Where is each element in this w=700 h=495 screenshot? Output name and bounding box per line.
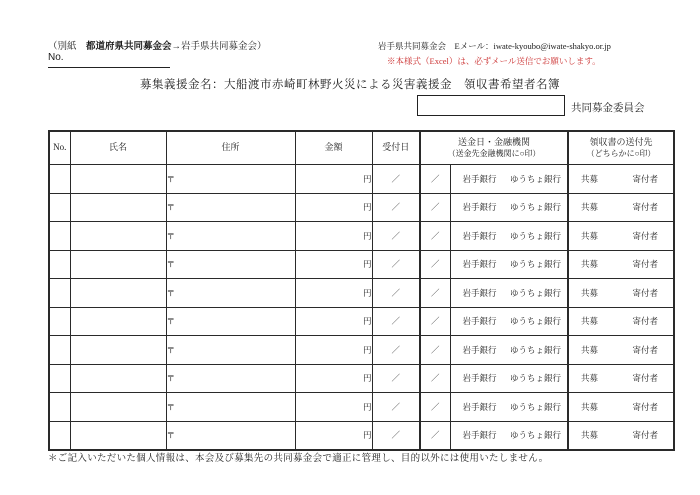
- bank-pair: [451, 251, 568, 279]
- cell-address: [166, 250, 295, 279]
- bank-yucho-option: ゆうちょ銀行: [509, 401, 561, 412]
- attachment-note-prefix: （別紙: [48, 42, 87, 52]
- col-header-transfer-main: 送金日・金融機関: [457, 136, 530, 147]
- cell-reception-date: ／: [372, 307, 420, 336]
- cell-receipt-dest-choice: [568, 250, 674, 279]
- bank-yucho-option: ゆうちょ銀行: [509, 344, 561, 355]
- cell-transfer-date: ／: [420, 393, 450, 422]
- cell-receipt-dest-choice: [568, 165, 674, 194]
- cell-name: [70, 250, 166, 279]
- postal-mark: 〒: [166, 401, 176, 412]
- cell-receipt-dest-choice: [568, 222, 674, 251]
- col-header-receipt-sub: （どちらかに○印）: [586, 148, 656, 158]
- bank-pair: [451, 279, 568, 307]
- cell-bank-choice: [450, 421, 568, 450]
- privacy-footer-note: ＊ご記入いただいた個人情報は、本会及び募集先の共同募金会で適正に管理し、目的以外には使用いたしません。: [48, 454, 549, 464]
- cell-name: [70, 307, 166, 336]
- bank-yucho-option: ゆうちょ銀行: [509, 259, 561, 270]
- cell-receipt-dest-choice: [568, 393, 674, 422]
- cell-reception-date: ／: [372, 364, 420, 393]
- bank-iwate-option: 岩手銀行: [462, 230, 497, 241]
- dest-donor-option: 寄付者: [632, 259, 658, 270]
- attachment-note: [48, 38, 267, 52]
- dest-pair: [569, 393, 673, 421]
- cell-bank-choice: [450, 279, 568, 308]
- header-row: [49, 131, 674, 165]
- col-header-reception-date: 受付日: [372, 131, 420, 165]
- cell-transfer-date: ／: [420, 279, 450, 308]
- bank-yucho-option: ゆうちょ銀行: [509, 373, 561, 384]
- cell-address: [166, 364, 295, 393]
- cell-transfer-date: ／: [420, 193, 450, 222]
- cell-bank-choice: [450, 364, 568, 393]
- cell-transfer-date: ／: [420, 222, 450, 251]
- committee-label: 共同募金委員会: [571, 103, 645, 114]
- col-header-transfer: [420, 131, 568, 165]
- cell-reception-date: ／: [372, 279, 420, 308]
- dest-donor-option: 寄付者: [632, 287, 658, 298]
- cell-address: [166, 336, 295, 365]
- yen-unit: 円: [362, 202, 372, 213]
- cell-bank-choice: [450, 165, 568, 194]
- cell-receipt-dest-choice: [568, 364, 674, 393]
- dest-kyobo-option: 共募: [581, 344, 599, 355]
- cell-name: [70, 222, 166, 251]
- bank-pair: [451, 422, 568, 450]
- excel-mail-warning: ※本様式（Excel）は、必ずメール送信でお願いします。: [387, 56, 601, 66]
- cell-bank-choice: [450, 193, 568, 222]
- col-header-address: 住所: [166, 131, 295, 165]
- bank-yucho-option: ゆうちょ銀行: [509, 287, 561, 298]
- table-row: [49, 165, 674, 194]
- dest-donor-option: 寄付者: [632, 202, 658, 213]
- cell-no: [49, 421, 70, 450]
- bank-iwate-option: 岩手銀行: [462, 430, 497, 441]
- dest-kyobo-option: 共募: [581, 430, 599, 441]
- cell-receipt-dest-choice: [568, 307, 674, 336]
- postal-mark: 〒: [166, 316, 176, 327]
- table-row: [49, 307, 674, 336]
- yen-unit: 円: [362, 287, 372, 298]
- cell-no: [49, 165, 70, 194]
- bank-yucho-option: ゆうちょ銀行: [509, 230, 561, 241]
- table-row: [49, 222, 674, 251]
- cell-address: [166, 279, 295, 308]
- roster-table: [48, 130, 675, 451]
- cell-amount: [295, 393, 372, 422]
- postal-mark: 〒: [166, 230, 176, 241]
- bank-yucho-option: ゆうちょ銀行: [509, 316, 561, 327]
- dest-donor-option: 寄付者: [632, 430, 658, 441]
- cell-transfer-date: ／: [420, 307, 450, 336]
- cell-address: [166, 222, 295, 251]
- cell-reception-date: ／: [372, 421, 420, 450]
- cell-amount: [295, 222, 372, 251]
- table-row: [49, 250, 674, 279]
- col-header-receipt-main: 領収書の送付先: [589, 136, 653, 147]
- cell-amount: [295, 421, 372, 450]
- cell-no: [49, 279, 70, 308]
- cell-no: [49, 250, 70, 279]
- cell-reception-date: ／: [372, 336, 420, 365]
- cell-no: [49, 222, 70, 251]
- dest-kyobo-option: 共募: [581, 401, 599, 412]
- cell-receipt-dest-choice: [568, 336, 674, 365]
- bank-iwate-option: 岩手銀行: [462, 259, 497, 270]
- cell-name: [70, 421, 166, 450]
- postal-mark: 〒: [166, 287, 176, 298]
- dest-donor-option: 寄付者: [632, 373, 658, 384]
- cell-transfer-date: ／: [420, 165, 450, 194]
- table-row: [49, 279, 674, 308]
- table-body: [49, 165, 674, 451]
- cell-address: [166, 307, 295, 336]
- bank-iwate-option: 岩手銀行: [462, 287, 497, 298]
- dest-kyobo-option: 共募: [581, 230, 599, 241]
- cell-bank-choice: [450, 222, 568, 251]
- dest-donor-option: 寄付者: [632, 173, 658, 184]
- dest-pair: [569, 165, 673, 193]
- bank-iwate-option: 岩手銀行: [462, 373, 497, 384]
- bank-iwate-option: 岩手銀行: [462, 173, 497, 184]
- bank-pair: [451, 365, 568, 393]
- cell-address: [166, 193, 295, 222]
- cell-bank-choice: [450, 336, 568, 365]
- dest-kyobo-option: 共募: [581, 259, 599, 270]
- col-header-receipt-dest: [568, 131, 674, 165]
- attachment-note-suffix: →岩手県共同募金会）: [171, 42, 267, 52]
- yen-unit: 円: [362, 173, 372, 184]
- attachment-note-bold: 都道府県共同募金会: [86, 41, 172, 52]
- dest-donor-option: 寄付者: [632, 401, 658, 412]
- postal-mark: 〒: [166, 430, 176, 441]
- cell-name: [70, 279, 166, 308]
- dest-kyobo-option: 共募: [581, 373, 599, 384]
- dest-kyobo-option: 共募: [581, 202, 599, 213]
- cell-transfer-date: ／: [420, 250, 450, 279]
- col-header-transfer-sub: （送金先金融機関に○印）: [447, 148, 541, 158]
- yen-unit: 円: [362, 259, 372, 270]
- bank-iwate-option: 岩手銀行: [462, 344, 497, 355]
- dest-kyobo-option: 共募: [581, 287, 599, 298]
- cell-address: [166, 393, 295, 422]
- dest-pair: [569, 194, 673, 222]
- bank-pair: [451, 393, 568, 421]
- yen-unit: 円: [362, 373, 372, 384]
- dest-kyobo-option: 共募: [581, 316, 599, 327]
- serial-no-field: No.: [48, 52, 170, 68]
- table-row: [49, 193, 674, 222]
- bank-pair: [451, 194, 568, 222]
- cell-bank-choice: [450, 250, 568, 279]
- cell-amount: [295, 307, 372, 336]
- bank-yucho-option: ゆうちょ銀行: [509, 202, 561, 213]
- cell-receipt-dest-choice: [568, 193, 674, 222]
- postal-mark: 〒: [166, 373, 176, 384]
- bank-pair: [451, 308, 568, 336]
- yen-unit: 円: [362, 344, 372, 355]
- col-header-amount: 金額: [295, 131, 372, 165]
- dest-donor-option: 寄付者: [632, 316, 658, 327]
- org-email-line: 岩手県共同募金会 Eメール：iwate-kyoubo@iwate-shakyo.or.jp: [378, 41, 611, 51]
- committee-name-box: [417, 95, 565, 116]
- table-row: [49, 421, 674, 450]
- postal-mark: 〒: [166, 202, 176, 213]
- cell-receipt-dest-choice: [568, 279, 674, 308]
- dest-pair: [569, 279, 673, 307]
- bank-iwate-option: 岩手銀行: [462, 202, 497, 213]
- cell-name: [70, 165, 166, 194]
- cell-no: [49, 336, 70, 365]
- table-row: [49, 393, 674, 422]
- table-row: [49, 364, 674, 393]
- cell-address: [166, 421, 295, 450]
- yen-unit: 円: [362, 401, 372, 412]
- cell-no: [49, 307, 70, 336]
- cell-bank-choice: [450, 307, 568, 336]
- bank-pair: [451, 222, 568, 250]
- cell-transfer-date: ／: [420, 421, 450, 450]
- yen-unit: 円: [362, 230, 372, 241]
- cell-no: [49, 393, 70, 422]
- dest-pair: [569, 308, 673, 336]
- cell-name: [70, 393, 166, 422]
- cell-reception-date: ／: [372, 222, 420, 251]
- cell-bank-choice: [450, 393, 568, 422]
- cell-address: [166, 165, 295, 194]
- dest-pair: [569, 365, 673, 393]
- dest-kyobo-option: 共募: [581, 173, 599, 184]
- col-header-no: No.: [49, 131, 70, 165]
- cell-reception-date: ／: [372, 193, 420, 222]
- cell-reception-date: ／: [372, 165, 420, 194]
- col-header-name: 氏名: [70, 131, 166, 165]
- cell-amount: [295, 165, 372, 194]
- bank-iwate-option: 岩手銀行: [462, 316, 497, 327]
- bank-yucho-option: ゆうちょ銀行: [509, 430, 561, 441]
- cell-no: [49, 193, 70, 222]
- yen-unit: 円: [362, 316, 372, 327]
- bank-iwate-option: 岩手銀行: [462, 401, 497, 412]
- dest-pair: [569, 422, 673, 450]
- postal-mark: 〒: [166, 344, 176, 355]
- bank-yucho-option: ゆうちょ銀行: [509, 173, 561, 184]
- cell-amount: [295, 193, 372, 222]
- cell-amount: [295, 279, 372, 308]
- cell-name: [70, 193, 166, 222]
- dest-pair: [569, 251, 673, 279]
- bank-pair: [451, 336, 568, 364]
- cell-name: [70, 336, 166, 365]
- dest-pair: [569, 222, 673, 250]
- table-row: [49, 336, 674, 365]
- bank-pair: [451, 165, 568, 193]
- cell-transfer-date: ／: [420, 364, 450, 393]
- yen-unit: 円: [362, 430, 372, 441]
- postal-mark: 〒: [166, 259, 176, 270]
- dest-pair: [569, 336, 673, 364]
- cell-amount: [295, 250, 372, 279]
- cell-amount: [295, 364, 372, 393]
- dest-donor-option: 寄付者: [632, 344, 658, 355]
- cell-no: [49, 364, 70, 393]
- cell-receipt-dest-choice: [568, 421, 674, 450]
- postal-mark: 〒: [166, 173, 176, 184]
- cell-amount: [295, 336, 372, 365]
- dest-donor-option: 寄付者: [632, 230, 658, 241]
- page-title: 募集義援金名：大船渡市赤崎町林野火災による災害義援金 領収書希望者名簿: [140, 79, 560, 91]
- cell-reception-date: ／: [372, 250, 420, 279]
- cell-reception-date: ／: [372, 393, 420, 422]
- cell-transfer-date: ／: [420, 336, 450, 365]
- cell-name: [70, 364, 166, 393]
